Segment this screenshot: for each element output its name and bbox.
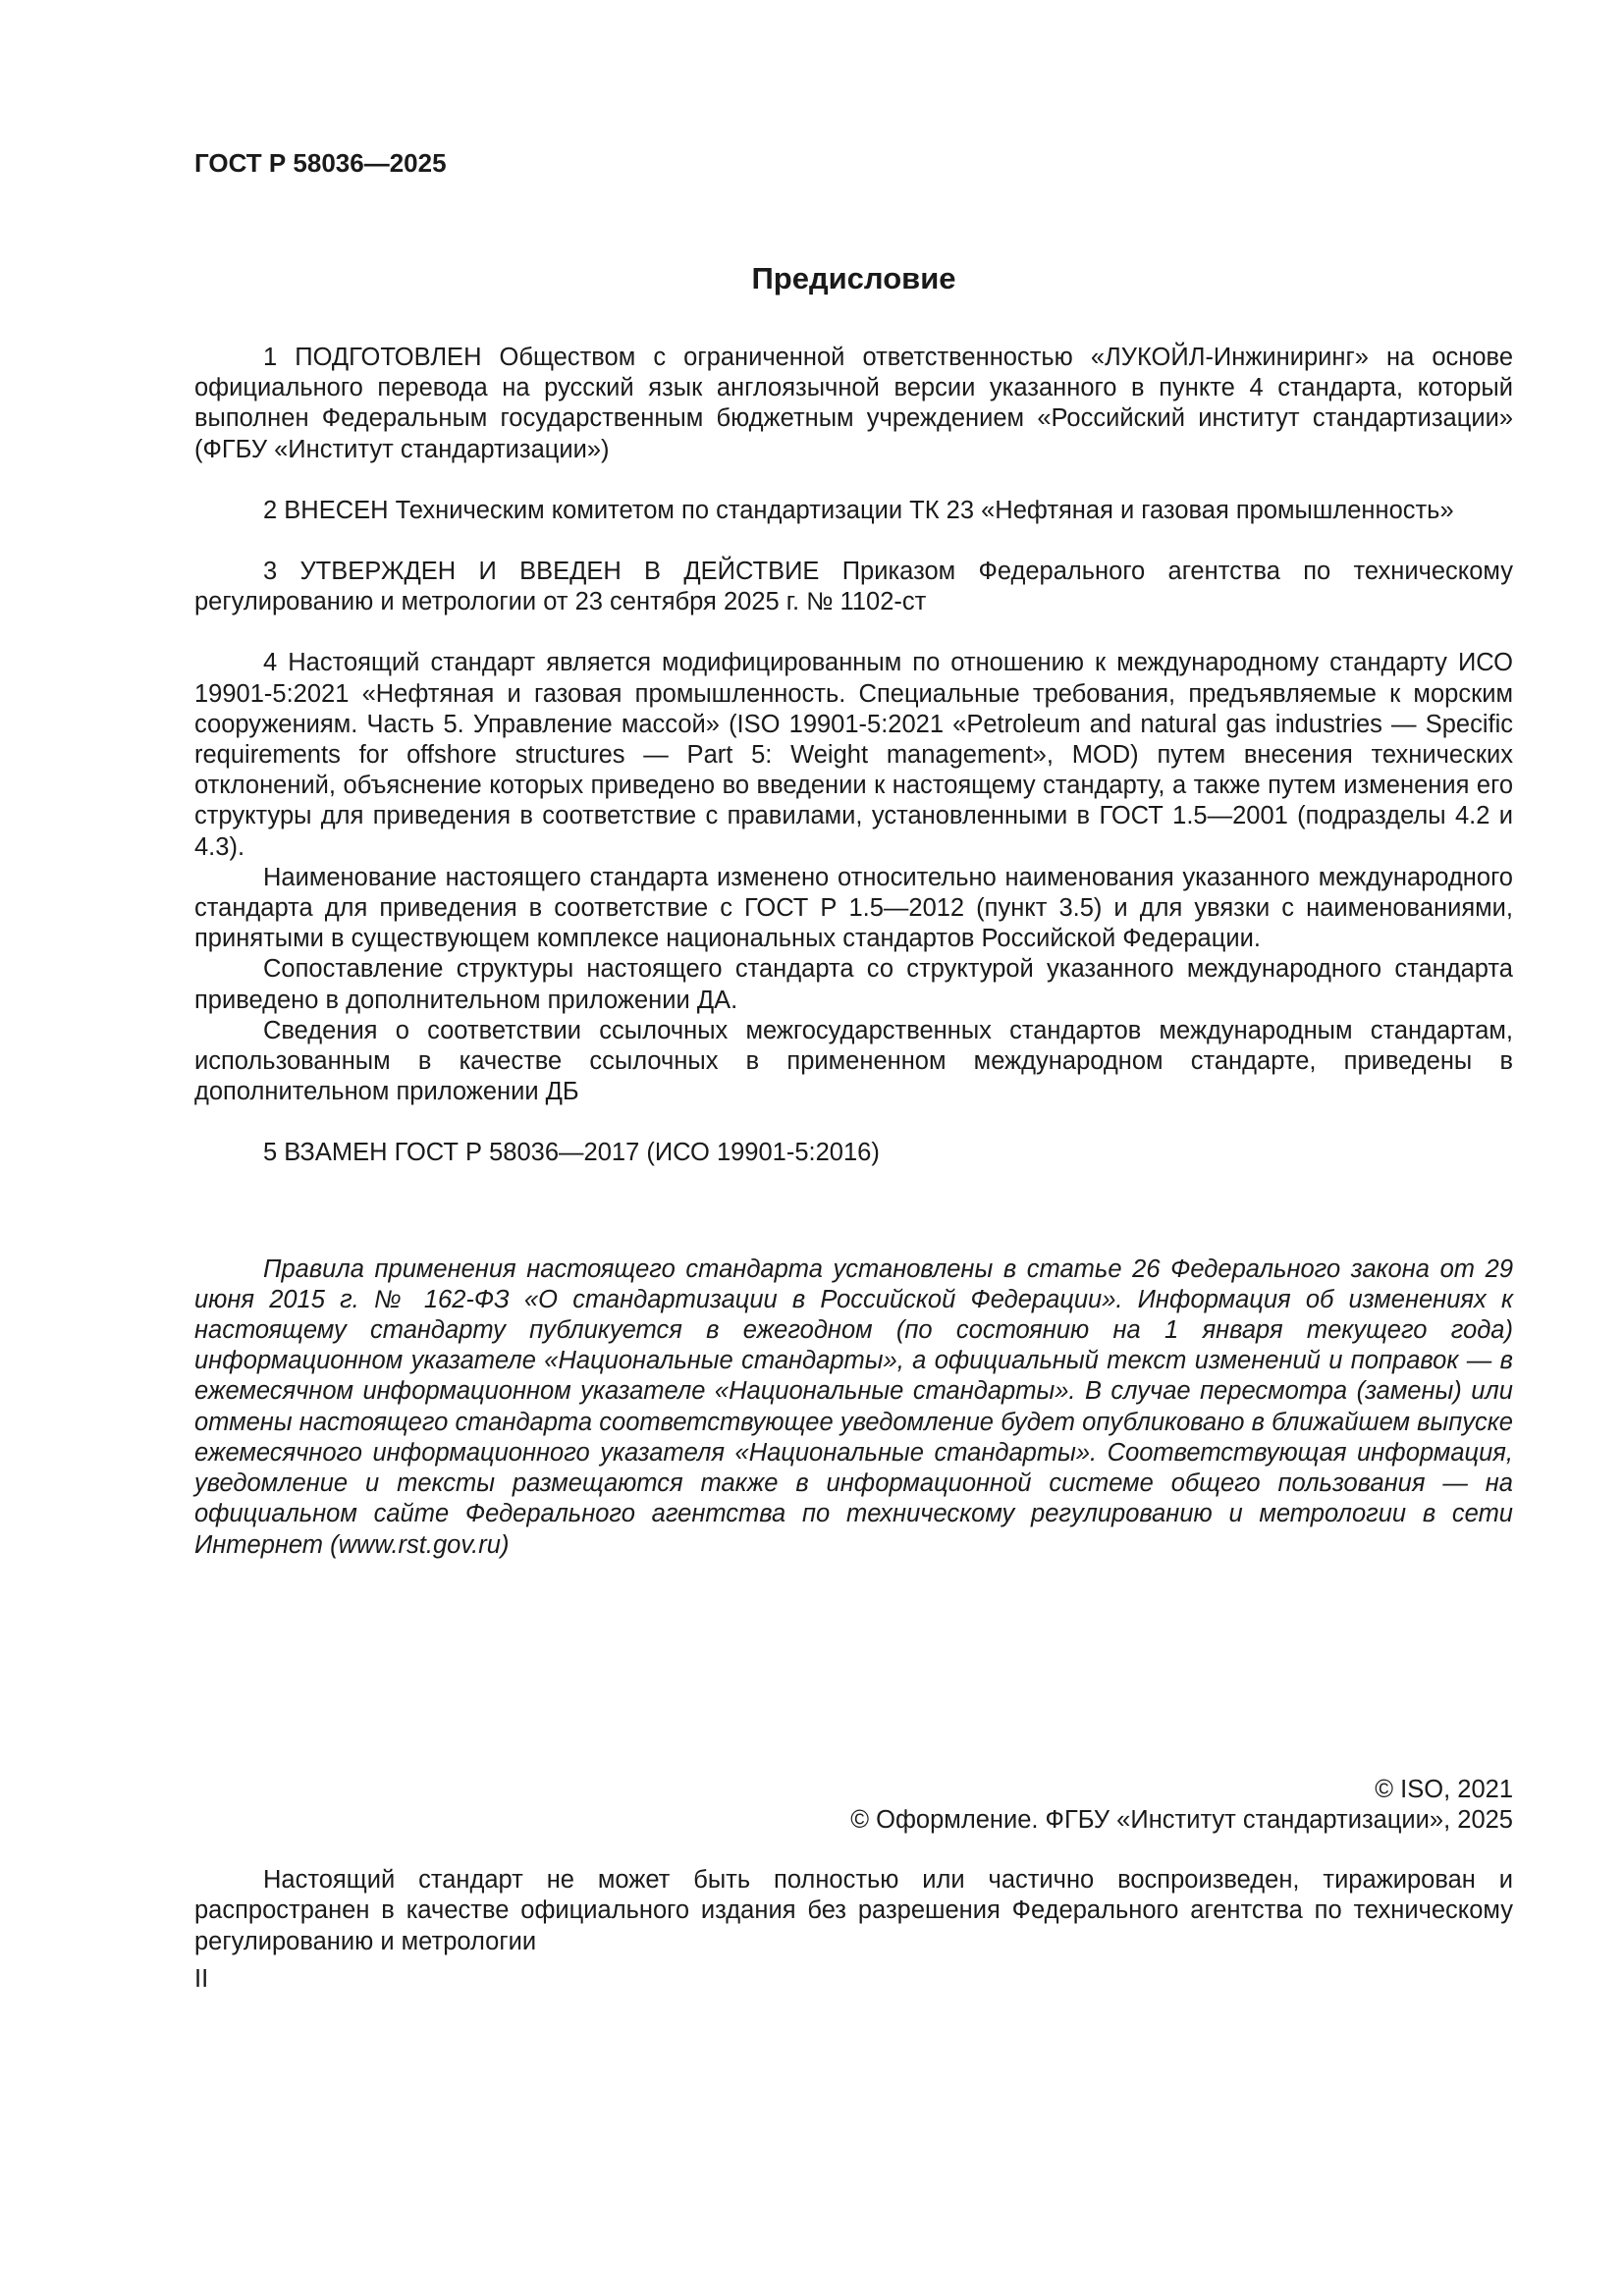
copyright-design: © Оформление. ФГБУ «Институт стандартизации», 2025 — [850, 1805, 1513, 1834]
foreword-section — [194, 343, 1513, 1169]
rules-notice: Правила применения настоящего стандарта установлены в статье 26 Федерального закона от 29 июня 2015 г. № 162-ФЗ «О стандартизации в Российской Федерации». Информация об изменениях к настоящему стандарту публикуется в ежегодном (по состоянию на 1 января текущего года) информационном указателе «Национальные стандарты», а официальный текст изменений и поправок — в ежемесячном информационном указателе «Национальные стандарты». В случае пересмотра (замены) или отмены настоящего стандарта соответствующее уведомление будет опубликовано в ближайшем выпуске ежемесячного информационного указателя «Национальные стандарты». Соответствующая информация, уведомление и тексты размещаются также в информационной системе общего пользования — на официальном сайте Федерального агентства по техническому регулированию и метрологии в сети Интернет (www.rst.gov.ru) — [194, 1255, 1513, 1559]
page-number: II — [194, 1964, 209, 1993]
foreword-item-4-name-note: Наименование настоящего стандарта изменено относительно наименования указанного международного стандарта для приведения в соответствие с ГОСТ Р 1.5—2012 (пункт 3.5) и для увязки с наименованиями, принятыми в существующем комплексе национальных стандартов Российской Федерации. — [194, 863, 1513, 953]
foreword-item-4-references-note: Сведения о соответствии ссылочных межгосударственных стандартов международным стандартам, использованным в качестве ссылочных в примененном международном стандарте, приведены в дополнительном приложении ДБ — [194, 1016, 1513, 1106]
foreword-item-4: 4 Настоящий стандарт является модифицированным по отношению к международному стандарту ИСО 19901-5:2021 «Нефтяная и газовая промышленность. Специальные требования, предъявляемые к морским сооружениям. Часть 5. Управление массой» (ISO 19901-5:2021 «Petroleum and natural gas industries — Specific requirements for offshore structures — Part 5: Weight management», MOD) путем внесения технических отклонений, объяснение которых приведено во введении к настоящему стандарту, а также путем изменения его структуры для приведения в соответствие с правилами, установленными в ГОСТ 1.5—2001 (подразделы 4.2 и 4.3). — [194, 649, 1513, 861]
document-page — [194, 145, 1513, 1995]
copyright-block — [194, 1775, 1513, 1836]
foreword-item-2: 2 ВНЕСЕН Техническим комитетом по стандартизации ТК 23 «Нефтяная и газовая промышленность» — [263, 496, 1454, 524]
copyright-iso: © ISO, 2021 — [1375, 1775, 1513, 1803]
reproduction-notice-block — [194, 1865, 1513, 1957]
foreword-item-5: 5 ВЗАМЕН ГОСТ Р 58036—2017 (ИСО 19901-5:2016) — [263, 1139, 880, 1167]
document-code-header: ГОСТ Р 58036—2025 — [194, 148, 447, 178]
reproduction-notice: Настоящий стандарт не может быть полностью или частично воспроизведен, тиражирован и распространен в качестве официального издания без разрешения Федерального агентства по техническому регулированию и метрологии — [194, 1866, 1513, 1955]
foreword-item-3: 3 УТВЕРЖДЕН И ВВЕДЕН В ДЕЙСТВИЕ Приказом Федерального агентства по техническому регулированию и метрологии от 23 сентября 2025 г. № 1102-ст — [194, 558, 1513, 616]
page-title: Предисловие — [751, 261, 956, 295]
foreword-item-1: 1 ПОДГОТОВЛЕН Обществом с ограниченной ответственностью «ЛУКОЙЛ-Инжиниринг» на основе официального перевода на русский язык англоязычной версии указанного в пункте 4 стандарта, который выполнен Федеральным государственным бюджетным учреждением «Российский институт стандартизации» (ФГБУ «Институт стандартизации») — [194, 344, 1513, 463]
rules-notice-block — [194, 1255, 1513, 1561]
foreword-item-4-structure-note: Сопоставление структуры настоящего стандарта со структурой указанного международного стандарта приведено в дополнительном приложении ДА. — [194, 955, 1513, 1014]
